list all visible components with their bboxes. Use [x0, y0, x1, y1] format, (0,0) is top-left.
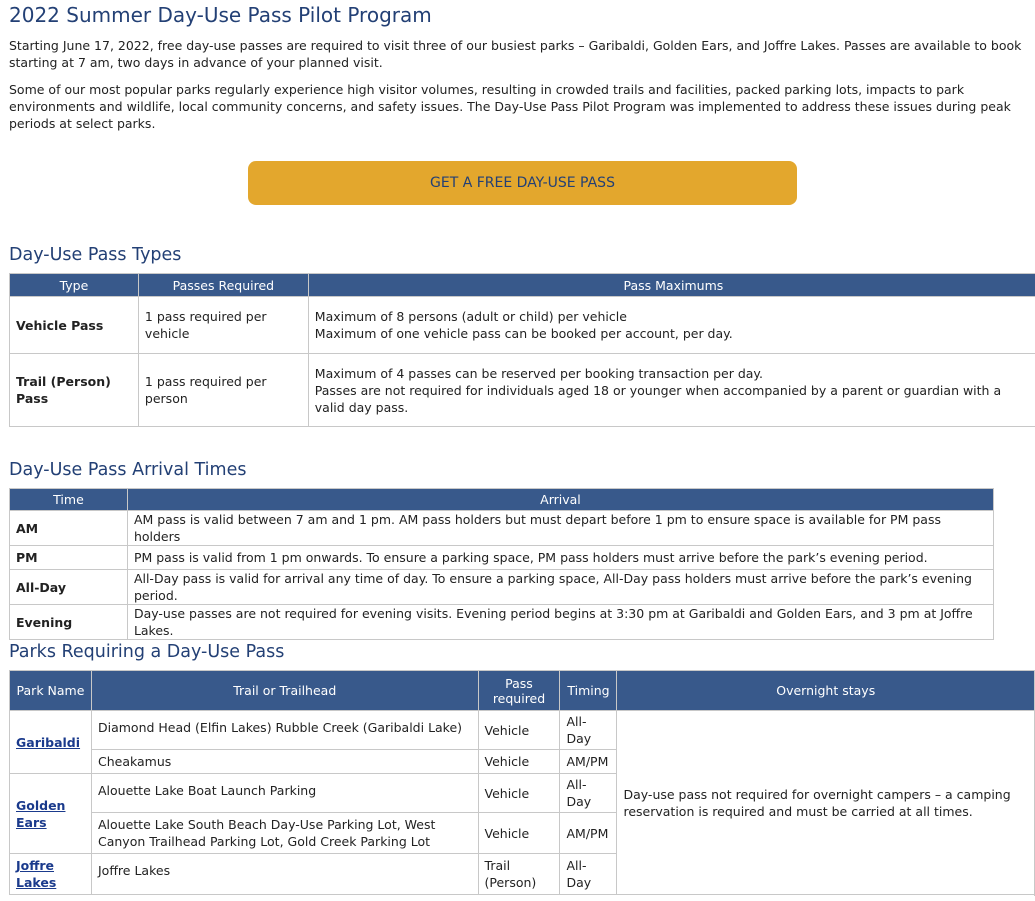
pass-types-heading: Day-Use Pass Types [9, 245, 182, 265]
parks-table [9, 670, 1035, 895]
table-header-row [10, 274, 1035, 297]
column-header: Park Name [10, 671, 92, 711]
trail-cell: Joffre Lakes [91, 854, 478, 895]
table-row [10, 605, 994, 640]
park-link-golden-ears[interactable]: Golden Ears [16, 797, 66, 830]
table-row [10, 546, 994, 570]
arrival-cell: Day-use passes are not required for evening visits. Evening period begins at 3:30 pm at Garibaldi and Golden Ears, and 3 pm at Joffre Lakes. [127, 605, 993, 640]
table-row [10, 354, 1035, 427]
table-row [10, 570, 994, 605]
arrival-cell: PM pass is valid from 1 pm onwards. To ensure a parking space, PM pass holders must arrive before the park’s evening period. [127, 546, 993, 570]
column-header: Timing [560, 671, 617, 711]
column-header: Trail or Trailhead [91, 671, 478, 711]
timing-cell: AM/PM [560, 813, 617, 854]
trail-cell: Cheakamus [91, 750, 478, 774]
arrival-times-heading: Day-Use Pass Arrival Times [9, 460, 247, 480]
passes-required-cell: 1 pass required per person [138, 354, 308, 427]
table-row [10, 511, 994, 546]
pass-type-cell: Trail (Person) Pass [10, 354, 139, 427]
table-row [10, 711, 1035, 750]
pass-maximum-line: Passes are not required for individuals aged 18 or younger when accompanied by a parent or guardian with a valid day pass. [314, 382, 1002, 415]
pass-required-cell: Trail (Person) [478, 854, 560, 895]
column-header: Arrival [127, 489, 993, 511]
overnight-stays-cell: Day-use pass not required for overnight campers – a camping reservation is required and must be carried at all times. [617, 711, 1035, 895]
trail-cell: Alouette Lake South Beach Day-Use Parking Lot, West Canyon Trailhead Parking Lot, Gold Creek Parking Lot [91, 813, 478, 854]
intro-paragraph-2: Some of our most popular parks regularly experience high visitor volumes, resulting in crowded trails and facilities, packed parking lots, impacts to park environments and wildlife, local community concerns, and safety issues. The Day-Use Pass Pilot Program was implemented to address these issues during peak periods at select parks. [9, 82, 1011, 131]
park-link-joffre-lakes[interactable]: Joffre Lakes [16, 858, 57, 890]
pass-required-cell: Vehicle [478, 750, 560, 774]
park-name-cell [10, 774, 92, 854]
pass-maximum-line: Maximum of 8 persons (adult or child) per vehicle [314, 309, 627, 324]
parks-heading: Parks Requiring a Day-Use Pass [9, 642, 285, 662]
intro-paragraph-1: Starting June 17, 2022, free day-use passes are required to visit three of our busiest parks – Garibaldi, Golden Ears, and Joffre Lakes. Passes are available to book starting at 7 am, two days in advance of your planned visit. [9, 38, 1022, 70]
arrival-cell: All-Day pass is valid for arrival any time of day. To ensure a parking space, All-Day pass holders must arrive before the park’s evening period. [127, 570, 993, 605]
page-title: 2022 Summer Day-Use Pass Pilot Program [9, 3, 432, 27]
pass-maximum-line: Maximum of one vehicle pass can be booked per account, per day. [314, 326, 733, 341]
pass-required-cell: Vehicle [478, 813, 560, 854]
timing-cell: All-Day [560, 854, 617, 895]
column-header: Time [10, 489, 128, 511]
trail-cell: Diamond Head (Elfin Lakes) Rubble Creek (Garibaldi Lake) [91, 711, 478, 750]
pass-required-cell: Vehicle [478, 711, 560, 750]
timing-cell: All-Day [560, 711, 617, 750]
park-link-garibaldi[interactable]: Garibaldi [16, 734, 81, 750]
pass-maximum-line: Maximum of 4 passes can be reserved per booking transaction per day. [314, 365, 764, 381]
arrival-times-table [9, 488, 994, 640]
timing-cell: AM/PM [560, 750, 617, 774]
pass-type-cell: Vehicle Pass [10, 297, 139, 354]
trail-cell: Alouette Lake Boat Launch Parking [91, 774, 478, 813]
time-cell: AM [10, 511, 128, 546]
pass-types-table [9, 273, 1035, 427]
table-header-row [10, 671, 1035, 711]
pass-maximums-cell [308, 354, 1035, 427]
column-header: Passes Required [138, 274, 308, 297]
pass-maximums-cell [308, 297, 1035, 354]
time-cell: PM [10, 546, 128, 570]
passes-required-cell: 1 pass required per vehicle [138, 297, 308, 354]
column-header: Pass Maximums [308, 274, 1035, 297]
time-cell: All-Day [10, 570, 128, 605]
table-header-row [10, 489, 994, 511]
park-name-cell [10, 854, 92, 895]
timing-cell: All-Day [560, 774, 617, 813]
pass-required-cell: Vehicle [478, 774, 560, 813]
table-row [10, 297, 1035, 354]
column-header: Type [10, 274, 139, 297]
get-free-day-use-pass-button[interactable]: GET A FREE DAY-USE PASS [248, 161, 797, 205]
arrival-cell: AM pass is valid between 7 am and 1 pm. AM pass holders but must depart before 1 pm to ensure space is available for PM pass holders [127, 511, 993, 546]
park-name-cell [10, 711, 92, 774]
time-cell: Evening [10, 605, 128, 640]
column-header: Pass required [478, 671, 560, 711]
column-header: Overnight stays [617, 671, 1035, 711]
